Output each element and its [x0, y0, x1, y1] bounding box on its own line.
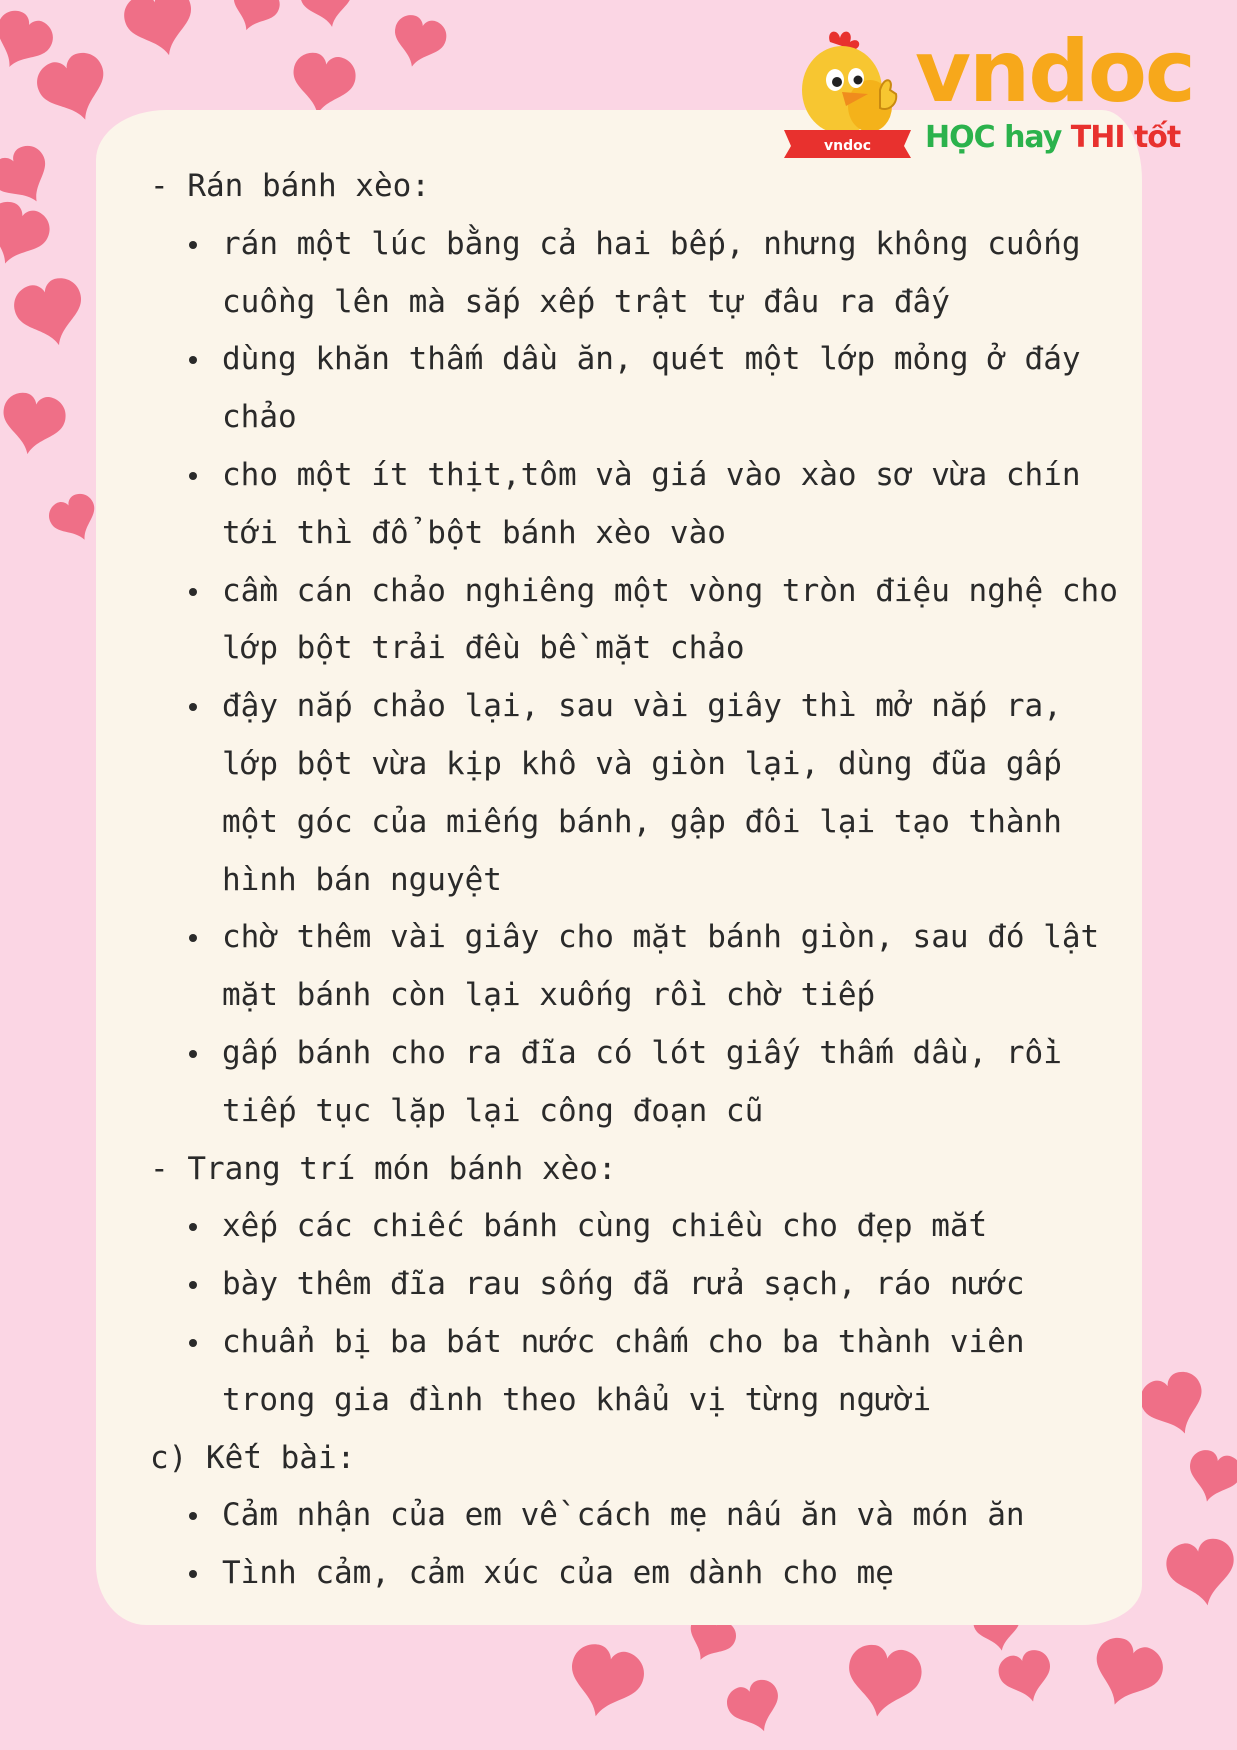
mascot-badge-text: vndoc [823, 138, 872, 154]
section-heading: - Rán bánh xèo: [150, 168, 430, 204]
list-item: xếp các chiếc bánh cùng chiều cho đẹp mắt [222, 1198, 1130, 1256]
heart-icon [120, 0, 202, 64]
heart-icon [560, 1639, 648, 1725]
section-heading: c) Kết bài: [150, 1439, 356, 1476]
heart-icon [0, 390, 69, 460]
list-item: chờ thêm vài giây cho mặt bánh giòn, sau đó lật mặt bánh còn lại xuống rồi chờ tiếp [222, 909, 1130, 1025]
heart-icon [1182, 1447, 1237, 1509]
section-decorating [150, 1141, 1130, 1430]
section-conclusion [150, 1430, 1130, 1603]
heart-icon [841, 1641, 925, 1723]
step-list [150, 1198, 1130, 1429]
slogan-part-2: THI tốt [1070, 120, 1181, 155]
list-item: bày thêm đĩa rau sống đã rửa sạch, ráo nước [222, 1256, 1130, 1314]
slogan-part-1: HỌC hay [925, 120, 1062, 155]
heart-icon [1135, 1366, 1214, 1444]
list-item: cho một ít thịt,tôm và giá vào xào sơ vừa chín tới thì đổ bột bánh xèo vào [222, 447, 1130, 563]
heart-icon [723, 1675, 789, 1740]
list-item: Tình cảm, cảm xúc của em dành cho mẹ [222, 1545, 1130, 1603]
chicken-mascot-icon [780, 28, 915, 158]
list-item: Cảm nhận của em về cách mẹ nấu ăn và món ăn [222, 1487, 1130, 1545]
heart-icon [31, 47, 117, 131]
step-list [150, 216, 1130, 1141]
heart-icon [1163, 1535, 1237, 1611]
list-item: dùng khăn thấm dầu ăn, quét một lớp mỏng ở đáy chảo [222, 331, 1130, 447]
heart-icon [0, 196, 55, 274]
heart-icon [387, 12, 450, 74]
logo-wordmark: vndoc [915, 22, 1194, 122]
step-list [150, 1487, 1130, 1603]
list-item: cầm cán chảo nghiêng một vòng tròn điệu nghệ cho lớp bột trải đều bề mặt chảo [222, 563, 1130, 679]
section-heading: - Trang trí món bánh xèo: [150, 1150, 617, 1187]
heart-icon [224, 0, 283, 38]
slogan [925, 120, 1180, 155]
vndoc-logo [780, 22, 1220, 168]
list-item: chuẩn bị ba bát nước chấm cho ba thành viên trong gia đình theo khẩu vị từng người [222, 1314, 1130, 1430]
list-item: gấp bánh cho ra đĩa có lót giấy thấm dầu, rồi tiếp tục lặp lại công đoạn cũ [222, 1025, 1130, 1141]
list-item: đậy nắp chảo lại, sau vài giây thì mở nắp ra, lớp bột vừa kịp khô và giòn lại, dùng đũa gấp một góc của miếng bánh, gập đôi lại tạo thành hình bán nguyệt [222, 678, 1130, 909]
heart-icon [10, 274, 92, 354]
section-frying [150, 158, 1130, 1141]
heart-icon [1083, 1632, 1169, 1716]
heart-icon [995, 1647, 1058, 1709]
document-content [150, 158, 1130, 1603]
list-item: rán một lúc bằng cả hai bếp, nhưng không cuống cuồng lên mà sắp xếp trật tự đâu ra đấy [222, 216, 1130, 332]
heart-icon [298, 0, 358, 31]
